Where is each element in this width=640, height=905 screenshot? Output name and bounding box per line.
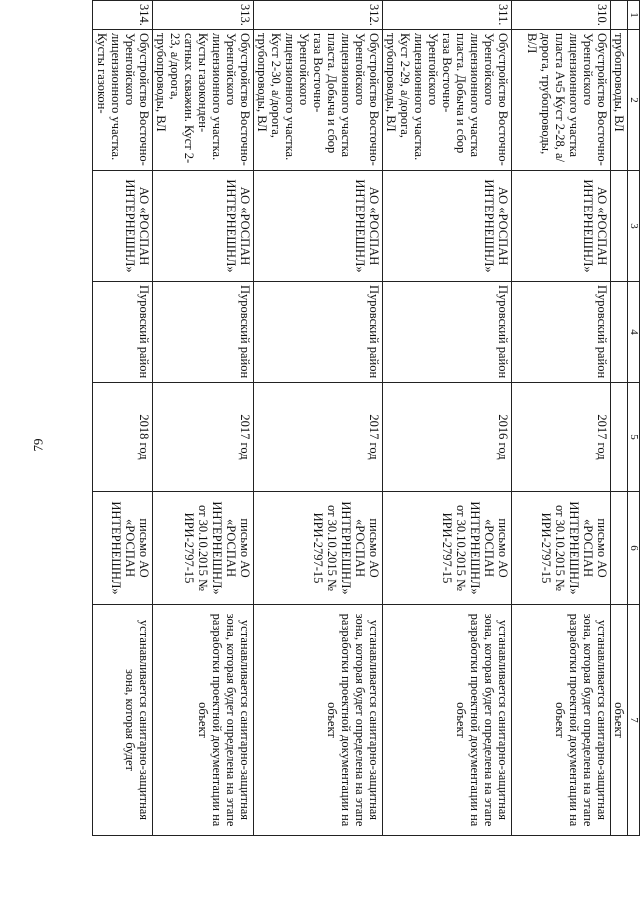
table-row (153, 1, 254, 836)
source-letter: письмо АО «РОСПАН ИНТЕРНЕШНЛ» (93, 492, 153, 605)
continuation-object: трубопроводы, ВЛ (611, 30, 628, 171)
row-number: 314. (93, 1, 153, 30)
continuation-num (611, 1, 628, 30)
zone-note: устанавливается санитарно-защитная зона, которая будет определена на этапе разработки проектной документации на объект (512, 605, 611, 836)
year: 2018 год (93, 383, 153, 492)
header-col-3: 3 (628, 171, 640, 282)
zone-note: устанавливается санитарно-защитная зона, которая будет (93, 605, 153, 836)
rotated-page (95, 0, 640, 835)
source-letter: письмо АО «РОСПАН ИНТЕРНЕШНЛ» от 30.10.2015 № ИРИ-2797-15 (254, 492, 383, 605)
header-col-6: 6 (628, 492, 640, 605)
object-name: Обустройство Восточно-Уренгойского лицензионного участка пласта. Добыча и сбор газа Восточно-Уренгойского лицензионного участка. Куст 2-29, а/дорога, трубопроводы, ВЛ (383, 30, 512, 171)
object-name: Обустройство Восточно-Уренгойского лицензионного участка. Кусты газоконден-сатных скважин. Куст 2-23, а/дорога, трубопроводы, ВЛ (153, 30, 254, 171)
column-number-header (628, 1, 640, 836)
object-name: Обустройство Восточно-Уренгойского лицензионного участка пласта Ач5 Куст 2-28, а/дорога, трубопроводы, В/Л (512, 30, 611, 171)
objects-table (92, 0, 640, 836)
row-number: 310. (512, 1, 611, 30)
header-col-2: 2 (628, 30, 640, 171)
row-number: 312. (254, 1, 383, 30)
header-col-1: 1 (628, 1, 640, 30)
header-col-5: 5 (628, 383, 640, 492)
header-col-7: 7 (628, 605, 640, 836)
continuation-row (611, 1, 628, 836)
object-name: Обустройство Восточно-Уренгойского лицензионного участка пласта. Добыча и сбор газа Восточно-Уренгойского лицензионного участка. Куст 2-30, а/дорога, трубопроводы, ВЛ (254, 30, 383, 171)
source-letter: письмо АО «РОСПАН ИНТЕРНЕШНЛ» от 30.10.2015 № ИРИ-2797-15 (383, 492, 512, 605)
year: 2017 год (254, 383, 383, 492)
header-col-4: 4 (628, 282, 640, 383)
district: Пуровский район (512, 282, 611, 383)
table-row (383, 1, 512, 836)
zone-note: устанавливается санитарно-защитная зона, которая будет определена на этапе разработки проектной документации на объект (254, 605, 383, 836)
company-name: АО «РОСПАН ИНТЕРНЕШНЛ» (93, 171, 153, 282)
zone-note: устанавливается санитарно-защитная зона, которая будет определена на этапе разработки проектной документации на объект (383, 605, 512, 836)
row-number: 313. (153, 1, 254, 30)
company-name: АО «РОСПАН ИНТЕРНЕШНЛ» (512, 171, 611, 282)
district: Пуровский район (93, 282, 153, 383)
company-name: АО «РОСПАН ИНТЕРНЕШНЛ» (254, 171, 383, 282)
zone-note: устанавливается санитарно-защитная зона, которая будет определена на этапе разработки проектной документации на объект (153, 605, 254, 836)
page-number: 79 (30, 438, 46, 452)
table-row (93, 1, 153, 836)
table-row (254, 1, 383, 836)
district: Пуровский район (383, 282, 512, 383)
company-name: АО «РОСПАН ИНТЕРНЕШНЛ» (383, 171, 512, 282)
table-row (512, 1, 611, 836)
year: 2016 год (383, 383, 512, 492)
year: 2017 год (153, 383, 254, 492)
source-letter: письмо АО «РОСПАН ИНТЕРНЕШНЛ» от 30.10.2015 № ИРИ-2797-15 (512, 492, 611, 605)
source-letter: письмо АО «РОСПАН ИНТЕРНЕШНЛ» от 30.10.2015 № ИРИ-2797-15 (153, 492, 254, 605)
district: Пуровский район (254, 282, 383, 383)
object-name: Обустройство Восточно-Уренгойского лицензионного участка. Кусты газокон- (93, 30, 153, 171)
row-number: 311. (383, 1, 512, 30)
year: 2017 год (512, 383, 611, 492)
company-name: АО «РОСПАН ИНТЕРНЕШНЛ» (153, 171, 254, 282)
continuation-note: объект (611, 605, 628, 836)
district: Пуровский район (153, 282, 254, 383)
